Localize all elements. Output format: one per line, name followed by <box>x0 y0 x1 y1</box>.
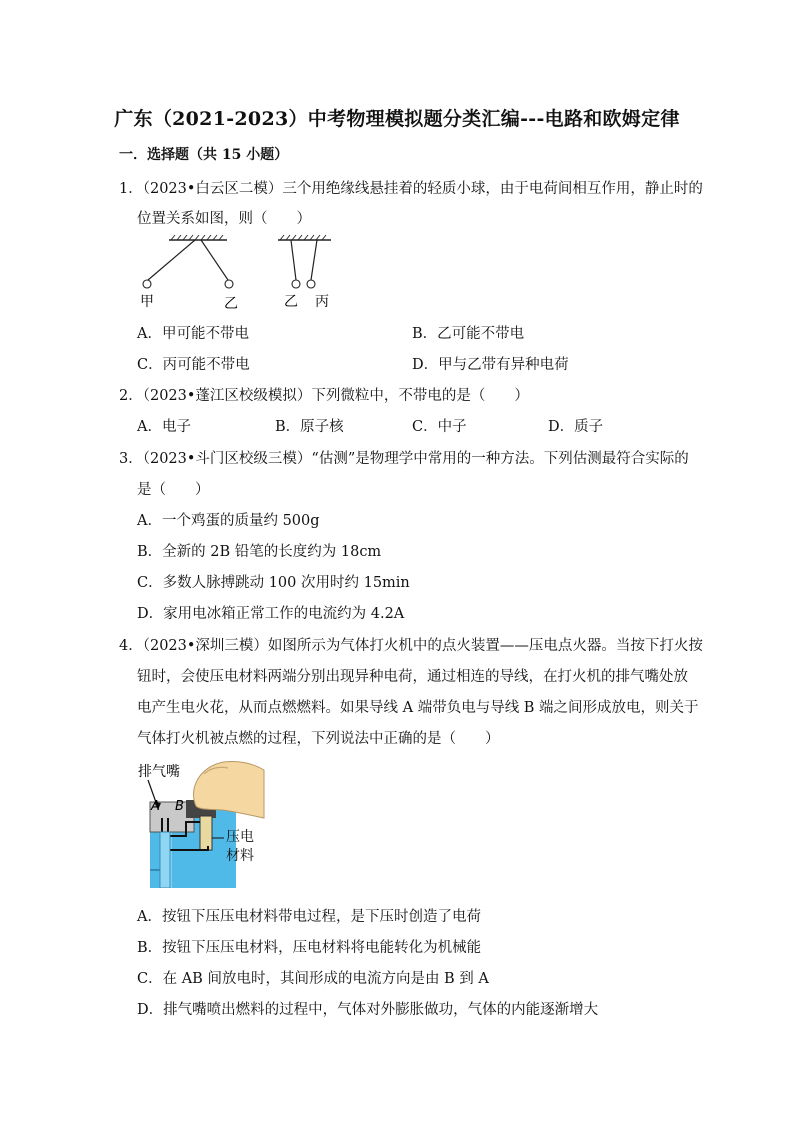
piezo-material <box>200 816 212 850</box>
ball-yi-right <box>292 280 300 288</box>
label-jia: 甲 <box>140 294 154 310</box>
nozzle-tube <box>160 832 170 888</box>
q4-option-a: A．按钮下压压电材料带电过程，是下压时创造了电荷 <box>137 909 481 925</box>
q4-option-b: B．按钮下压压电材料，压电材料将电能转化为机械能 <box>137 940 482 956</box>
label-piezo-line1: 压电 <box>226 829 254 845</box>
q2-stem: 2．（2023•蓬江区校级模拟）下列微粒中，不带电的是（ ） <box>119 388 529 404</box>
q3-option-a: A．一个鸡蛋的质量约 500g <box>137 513 320 529</box>
label-yi-right: 乙 <box>284 294 298 310</box>
ball-jia <box>143 280 151 288</box>
q2-option-a: A．电子 <box>137 419 191 435</box>
ceiling-left <box>169 235 227 240</box>
q3-option-d: D．家用电冰箱正常工作的电流约为 4.2A <box>137 606 405 622</box>
label-bing: 丙 <box>315 294 329 310</box>
q4-stem-line2: 钮时，会使压电材料两端分别出现异种电荷，通过相连的导线，在打火机的排气嘴处放 <box>137 669 688 685</box>
ball-bing <box>307 280 315 288</box>
q1-option-b: B．乙可能不带电 <box>412 326 525 342</box>
q4-stem-line4: 气体打火机被点燃的过程，下列说法中正确的是（ ） <box>137 731 500 747</box>
q1-stem-line1: 1．（2023•白云区二模）三个用绝缘线悬挂着的轻质小球，由于电荷间相互作用，静止时的 <box>119 181 703 197</box>
label-piezo-line2: 材料 <box>226 848 254 864</box>
label-nozzle: 排气嘴 <box>138 764 180 780</box>
label-yi-left: 乙 <box>224 296 238 312</box>
q1-stem-line2: 位置关系如图，则（ ） <box>137 211 311 227</box>
q4-option-d: D．排气嘴喷出燃料的过程中，气体对外膨胀做功，气体的内能逐渐增大 <box>137 1002 599 1018</box>
section-heading: 一．选择题（共 15 小题） <box>119 147 289 163</box>
q2-option-d: D．质子 <box>548 419 604 435</box>
q4-option-c: C．在 AB 间放电时，其间形成的电流方向是由 B 到 A <box>137 971 489 987</box>
q4-stem-line3: 电产生电火花，从而点燃燃料。如果导线 A 端带负电与导线 B 端之间形成放电，则关于 <box>137 700 699 716</box>
q2-option-b: B．原子核 <box>275 419 344 435</box>
ceiling-right <box>278 235 331 240</box>
q2-option-c: C．中子 <box>412 419 467 435</box>
page-title: 广东（2021-2023）中考物理模拟题分类汇编---电路和欧姆定律 <box>114 108 680 130</box>
q3-stem-line2: 是（ ） <box>137 482 210 498</box>
q3-option-b: B．全新的 2B 铅笔的长度约为 18cm <box>137 544 382 560</box>
q1-figure-hanging-balls <box>135 232 345 314</box>
q3-option-c: C．多数人脉搏跳动 100 次用时约 15min <box>137 575 410 591</box>
label-a: A <box>151 799 160 814</box>
q4-figure-piezo-igniter <box>138 760 268 888</box>
q4-stem-line1: 4．（2023•深圳三模）如图所示为气体打火机中的点火装置——压电点火器。当按下打火按 <box>119 638 703 654</box>
label-b: B <box>175 799 184 814</box>
q1-option-d: D．甲与乙带有异种电荷 <box>412 357 569 373</box>
q1-option-c: C．丙可能不带电 <box>137 357 250 373</box>
ball-yi-left <box>225 280 233 288</box>
q1-option-a: A．甲可能不带电 <box>137 326 249 342</box>
q3-stem-line1: 3．（2023•斗门区校级三模）“估测”是物理学中常用的一种方法。下列估测最符合实际的 <box>119 451 689 467</box>
